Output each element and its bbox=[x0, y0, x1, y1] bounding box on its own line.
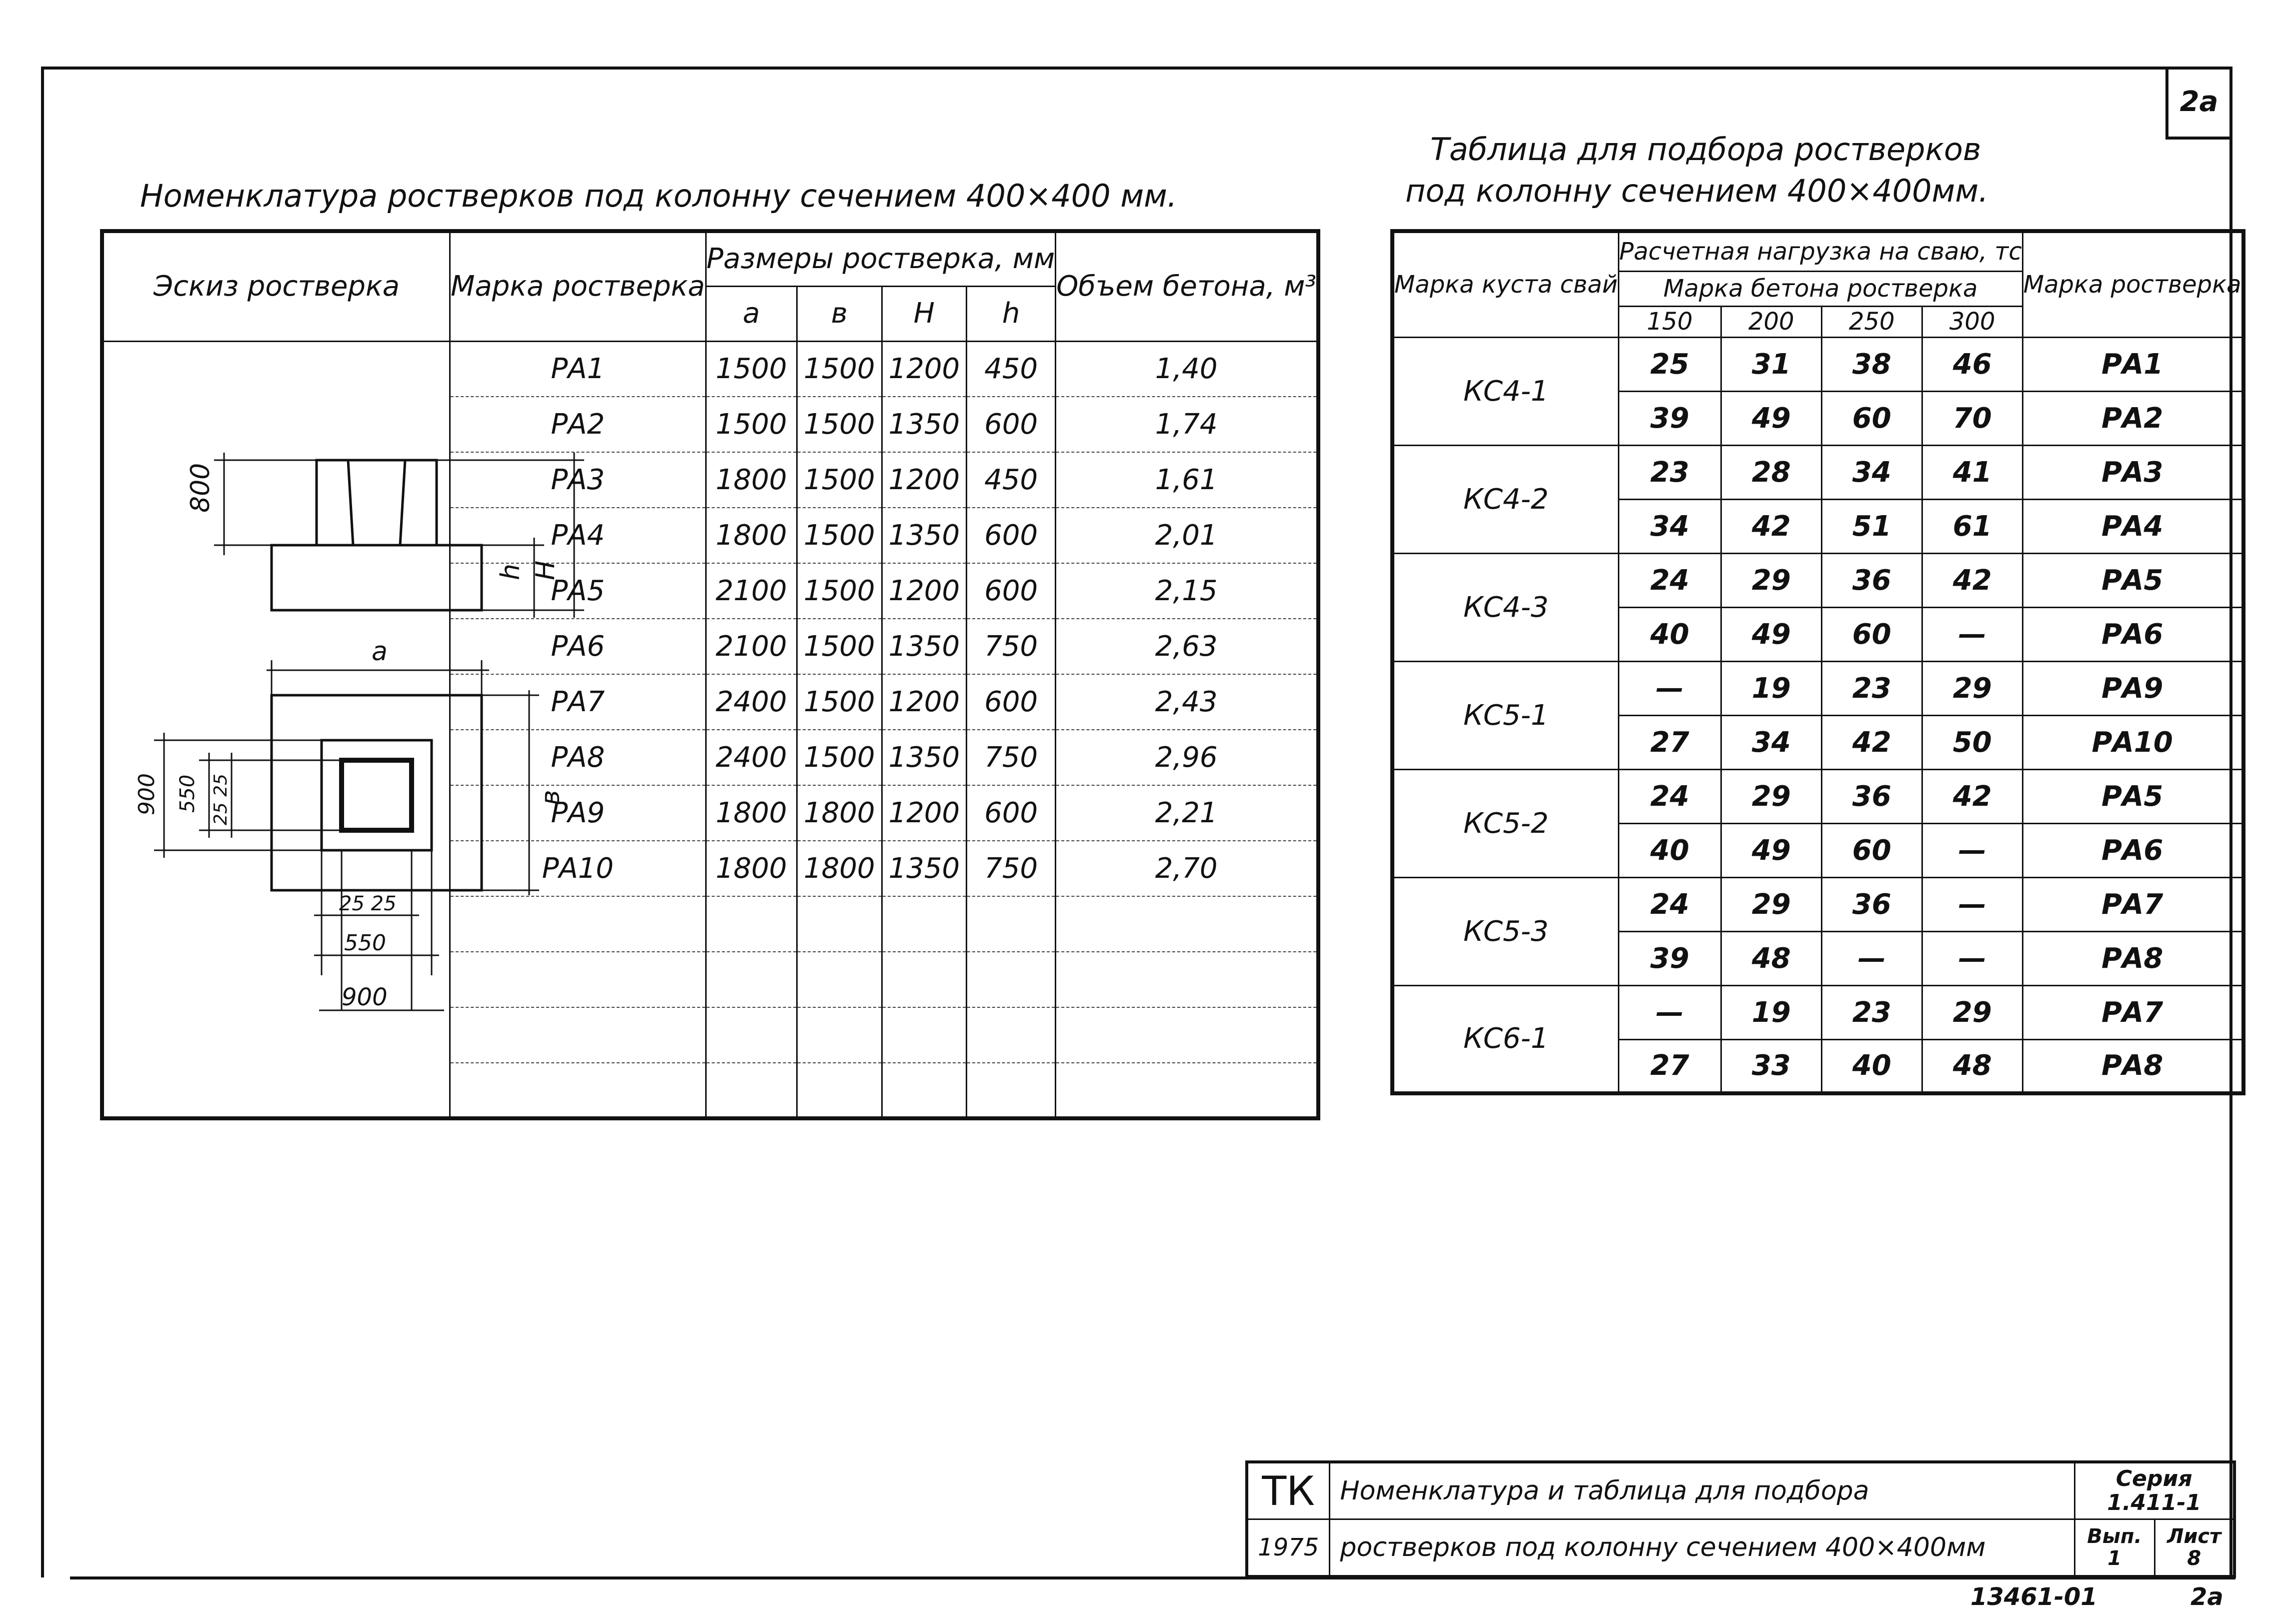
cell-b: 1500 bbox=[797, 619, 882, 674]
load-cell: 27 bbox=[1618, 715, 1721, 769]
table-row bbox=[1392, 553, 2243, 607]
load-cell: 19 bbox=[1721, 985, 1821, 1039]
pile-group-name: КС5-2 bbox=[1392, 769, 1618, 877]
dim-550-left: 550 bbox=[176, 774, 199, 813]
cell-mark: РА7 bbox=[450, 674, 706, 730]
load-cell: 24 bbox=[1618, 877, 1721, 931]
cell-a: 2400 bbox=[706, 674, 797, 730]
cell-a: 2100 bbox=[706, 619, 797, 674]
header-load: Расчетная нагрузка на сваю, тс bbox=[1618, 231, 2022, 271]
header-volume: Объем бетона, м³ bbox=[1056, 231, 1318, 341]
cell-H: 1200 bbox=[882, 785, 967, 841]
cell-b: 1800 bbox=[797, 841, 882, 896]
column-socket-elevation bbox=[317, 460, 437, 545]
load-cell: 49 bbox=[1721, 391, 1821, 445]
header-H: H bbox=[882, 286, 967, 341]
table-row bbox=[1392, 445, 2243, 499]
cell-mark: РА5 bbox=[450, 563, 706, 619]
empty-cell bbox=[797, 1007, 882, 1063]
sheet-label: Лист bbox=[2167, 1525, 2221, 1548]
load-cell: 39 bbox=[1618, 931, 1721, 985]
grillage-mark-cell: РА6 bbox=[2022, 823, 2243, 877]
cell-h: 750 bbox=[967, 730, 1056, 785]
right-title-line2: под колонну сечением 400×400мм. bbox=[1405, 173, 1988, 209]
cell-v: 2,70 bbox=[1056, 841, 1318, 896]
cell-H: 1350 bbox=[882, 397, 967, 452]
load-cell: 29 bbox=[1721, 769, 1821, 823]
cell-v: 1,74 bbox=[1056, 397, 1318, 452]
load-cell: 25 bbox=[1618, 337, 1721, 391]
load-cell: 50 bbox=[1922, 715, 2022, 769]
grillage-mark-cell: РА7 bbox=[2022, 877, 2243, 931]
cell-mark: РА4 bbox=[450, 508, 706, 563]
load-cell: 48 bbox=[1922, 1039, 2022, 1093]
header-a: a bbox=[706, 286, 797, 341]
load-cell: 34 bbox=[1618, 499, 1721, 553]
load-cell: 33 bbox=[1721, 1039, 1821, 1093]
load-cell: 42 bbox=[1821, 715, 1922, 769]
cell-h: 600 bbox=[967, 508, 1056, 563]
grillage-mark-cell: РА5 bbox=[2022, 769, 2243, 823]
pile-group-name: КС6-1 bbox=[1392, 985, 1618, 1093]
load-cell: 41 bbox=[1922, 445, 2022, 499]
cell-H: 1200 bbox=[882, 674, 967, 730]
grillage-mark-cell: РА8 bbox=[2022, 931, 2243, 985]
cell-h: 750 bbox=[967, 841, 1056, 896]
empty-cell bbox=[967, 1007, 1056, 1063]
header-grillage: Марка ростверка bbox=[2022, 231, 2243, 337]
cell-H: 1350 bbox=[882, 508, 967, 563]
grillage-sketch bbox=[104, 345, 634, 1115]
load-cell: 61 bbox=[1922, 499, 2022, 553]
table-row bbox=[1392, 985, 2243, 1039]
cell-mark: РА9 bbox=[450, 785, 706, 841]
grillage-mark-cell: РА10 bbox=[2022, 715, 2243, 769]
cell-h: 750 bbox=[967, 619, 1056, 674]
grillage-mark-cell: РА5 bbox=[2022, 553, 2243, 607]
empty-cell bbox=[1056, 896, 1318, 952]
header-h: h bbox=[967, 286, 1056, 341]
empty-cell bbox=[706, 952, 797, 1007]
load-cell: 40 bbox=[1618, 823, 1721, 877]
empty-cell bbox=[1056, 1007, 1318, 1063]
cell-v: 2,63 bbox=[1056, 619, 1318, 674]
grillage-mark-cell: РА6 bbox=[2022, 607, 2243, 661]
load-cell: 40 bbox=[1618, 607, 1721, 661]
socket-plan bbox=[322, 740, 432, 850]
grillage-mark-cell: РА2 bbox=[2022, 391, 2243, 445]
cell-v: 2,15 bbox=[1056, 563, 1318, 619]
load-cell: 49 bbox=[1721, 823, 1821, 877]
dim-800: 800 bbox=[186, 463, 216, 513]
left-title: Номенклатура ростверков под колонну сечением 400×400 мм. bbox=[140, 178, 1177, 214]
load-cell: 29 bbox=[1922, 661, 2022, 715]
header-c150: 150 bbox=[1618, 306, 1721, 337]
cell-a: 1800 bbox=[706, 785, 797, 841]
load-cell: 51 bbox=[1821, 499, 1922, 553]
cell-b: 1500 bbox=[797, 397, 882, 452]
cell-v: 2,96 bbox=[1056, 730, 1318, 785]
empty-cell bbox=[882, 952, 967, 1007]
header-pile-mark: Марка куста свай bbox=[1392, 231, 1618, 337]
load-cell: 49 bbox=[1721, 607, 1821, 661]
load-cell: — bbox=[1922, 877, 2022, 931]
load-cell: 23 bbox=[1821, 661, 1922, 715]
pile-group-name: КС5-3 bbox=[1392, 877, 1618, 985]
cell-b: 1500 bbox=[797, 341, 882, 397]
cell-v: 2,01 bbox=[1056, 508, 1318, 563]
grillage-mark-cell: РА7 bbox=[2022, 985, 2243, 1039]
header-sketch: Эскиз ростверка bbox=[102, 231, 450, 341]
footing-plan bbox=[272, 695, 482, 890]
cell-a: 1500 bbox=[706, 397, 797, 452]
cell-H: 1350 bbox=[882, 619, 967, 674]
year: 1975 bbox=[1247, 1519, 1329, 1577]
load-cell: 42 bbox=[1721, 499, 1821, 553]
load-cell: 38 bbox=[1821, 337, 1922, 391]
dim-550-bottom: 550 bbox=[344, 930, 386, 956]
cell-a: 2100 bbox=[706, 563, 797, 619]
stamp-page: 2а bbox=[2190, 1583, 2223, 1611]
load-cell: 46 bbox=[1922, 337, 2022, 391]
empty-cell bbox=[706, 1007, 797, 1063]
load-cell: 70 bbox=[1922, 391, 2022, 445]
load-cell: — bbox=[1922, 607, 2022, 661]
load-cell: 24 bbox=[1618, 769, 1721, 823]
empty-cell bbox=[1056, 1063, 1318, 1118]
empty-cell bbox=[967, 1063, 1056, 1118]
cell-a: 1800 bbox=[706, 508, 797, 563]
footing-base-elevation bbox=[272, 545, 482, 610]
cell-mark: РА10 bbox=[450, 841, 706, 896]
grillage-mark-cell: РА3 bbox=[2022, 445, 2243, 499]
dim-h: h bbox=[496, 564, 526, 580]
cell-h: 600 bbox=[967, 397, 1056, 452]
load-cell: 34 bbox=[1721, 715, 1821, 769]
load-cell: 60 bbox=[1821, 607, 1922, 661]
cell-v: 1,61 bbox=[1056, 452, 1318, 508]
load-cell: 42 bbox=[1922, 769, 2022, 823]
cell-mark: РА2 bbox=[450, 397, 706, 452]
cell-mark: РА1 bbox=[450, 341, 706, 397]
pile-group-name: КС4-3 bbox=[1392, 553, 1618, 661]
cell-a: 1800 bbox=[706, 841, 797, 896]
cell-b: 1800 bbox=[797, 785, 882, 841]
dim-H: H bbox=[531, 560, 561, 580]
load-cell: — bbox=[1821, 931, 1922, 985]
cell-mark: РА8 bbox=[450, 730, 706, 785]
cell-h: 600 bbox=[967, 674, 1056, 730]
title-line1: Номенклатура и таблица для подбора bbox=[1329, 1462, 2074, 1519]
cell-a: 2400 bbox=[706, 730, 797, 785]
cell-v: 2,21 bbox=[1056, 785, 1318, 841]
tk-logo: ТК bbox=[1247, 1462, 1329, 1519]
cell-h: 600 bbox=[967, 563, 1056, 619]
load-cell: 29 bbox=[1721, 553, 1821, 607]
empty-cell bbox=[882, 1007, 967, 1063]
load-cell: 34 bbox=[1821, 445, 1922, 499]
pile-group-name: КС4-2 bbox=[1392, 445, 1618, 553]
load-cell: 29 bbox=[1922, 985, 2022, 1039]
load-cell: 36 bbox=[1821, 769, 1922, 823]
load-cell: — bbox=[1618, 985, 1721, 1039]
grillage-selection-table bbox=[1390, 229, 2245, 1095]
dim-900-left: 900 bbox=[134, 773, 160, 815]
cell-a: 1500 bbox=[706, 341, 797, 397]
header-c250: 250 bbox=[1821, 306, 1922, 337]
dim-25-left: 25 25 bbox=[211, 773, 231, 825]
empty-cell bbox=[1056, 952, 1318, 1007]
load-cell: — bbox=[1922, 931, 2022, 985]
dim-25-bottom: 25 25 bbox=[339, 892, 397, 915]
grillage-mark-cell: РА1 bbox=[2022, 337, 2243, 391]
cell-a: 1800 bbox=[706, 452, 797, 508]
pile-group-name: КС5-1 bbox=[1392, 661, 1618, 769]
cell-b: 1500 bbox=[797, 563, 882, 619]
load-cell: 39 bbox=[1618, 391, 1721, 445]
load-cell: 60 bbox=[1821, 823, 1922, 877]
load-cell: 48 bbox=[1721, 931, 1821, 985]
dim-900-bottom: 900 bbox=[342, 983, 388, 1011]
grillage-mark-cell: РА9 bbox=[2022, 661, 2243, 715]
sheet-value: 8 bbox=[2187, 1547, 2201, 1570]
empty-cell bbox=[967, 896, 1056, 952]
table-row bbox=[1392, 337, 2243, 391]
column-plan bbox=[342, 760, 412, 830]
load-cell: 23 bbox=[1821, 985, 1922, 1039]
cell-h: 450 bbox=[967, 452, 1056, 508]
cell-v: 1,40 bbox=[1056, 341, 1318, 397]
cell-H: 1200 bbox=[882, 563, 967, 619]
table-row bbox=[1392, 877, 2243, 931]
load-cell: 28 bbox=[1721, 445, 1821, 499]
table-row bbox=[1392, 769, 2243, 823]
series-label: Серия bbox=[2115, 1465, 2192, 1491]
load-cell: — bbox=[1618, 661, 1721, 715]
issue-value: 1 bbox=[2107, 1547, 2121, 1570]
load-cell: 40 bbox=[1821, 1039, 1922, 1093]
header-dims: Размеры ростверка, мм bbox=[706, 231, 1056, 286]
header-b: в bbox=[797, 286, 882, 341]
cell-mark: РА3 bbox=[450, 452, 706, 508]
load-cell: 36 bbox=[1821, 553, 1922, 607]
empty-cell bbox=[706, 896, 797, 952]
dim-a: a bbox=[372, 637, 388, 667]
archive-stamp: 13461-01 bbox=[1970, 1583, 2097, 1611]
cell-b: 1500 bbox=[797, 674, 882, 730]
load-cell: 42 bbox=[1922, 553, 2022, 607]
cell-H: 1350 bbox=[882, 841, 967, 896]
empty-cell bbox=[706, 1063, 797, 1118]
empty-cell bbox=[882, 896, 967, 952]
load-cell: 29 bbox=[1721, 877, 1821, 931]
page-number: 2a bbox=[2165, 67, 2229, 140]
cell-H: 1200 bbox=[882, 452, 967, 508]
empty-cell bbox=[797, 1063, 882, 1118]
empty-cell bbox=[882, 1063, 967, 1118]
table-row bbox=[1392, 661, 2243, 715]
cell-mark: РА6 bbox=[450, 619, 706, 674]
cell-b: 1500 bbox=[797, 508, 882, 563]
cell-h: 600 bbox=[967, 785, 1056, 841]
cell-v: 2,43 bbox=[1056, 674, 1318, 730]
cell-b: 1500 bbox=[797, 452, 882, 508]
pile-group-name: КС4-1 bbox=[1392, 337, 1618, 445]
empty-cell bbox=[797, 896, 882, 952]
grillage-mark-cell: РА8 bbox=[2022, 1039, 2243, 1093]
load-cell: 36 bbox=[1821, 877, 1922, 931]
cell-H: 1200 bbox=[882, 341, 967, 397]
series-value: 1.411-1 bbox=[2107, 1490, 2201, 1515]
title-line2: ростверков под колонну сечением 400×400мм bbox=[1329, 1519, 2074, 1577]
issue-label: Вып. bbox=[2087, 1525, 2142, 1548]
load-cell: 23 bbox=[1618, 445, 1721, 499]
load-cell: 60 bbox=[1821, 391, 1922, 445]
cell-H: 1350 bbox=[882, 730, 967, 785]
dim-b: в bbox=[536, 790, 566, 805]
cell-b: 1500 bbox=[797, 730, 882, 785]
load-cell: 19 bbox=[1721, 661, 1821, 715]
cell-h: 450 bbox=[967, 341, 1056, 397]
load-cell: 31 bbox=[1721, 337, 1821, 391]
empty-cell bbox=[797, 952, 882, 1007]
title-block bbox=[1245, 1460, 2236, 1578]
right-title-line1: Таблица для подбора ростверков bbox=[1430, 131, 1981, 168]
header-c300: 300 bbox=[1922, 306, 2022, 337]
header-mark: Марка ростверка bbox=[450, 231, 706, 341]
load-cell: — bbox=[1922, 823, 2022, 877]
load-cell: 24 bbox=[1618, 553, 1721, 607]
grillage-mark-cell: РА4 bbox=[2022, 499, 2243, 553]
header-c200: 200 bbox=[1721, 306, 1821, 337]
header-concrete: Марка бетона ростверка bbox=[1618, 271, 2022, 306]
load-cell: 27 bbox=[1618, 1039, 1721, 1093]
empty-cell bbox=[967, 952, 1056, 1007]
